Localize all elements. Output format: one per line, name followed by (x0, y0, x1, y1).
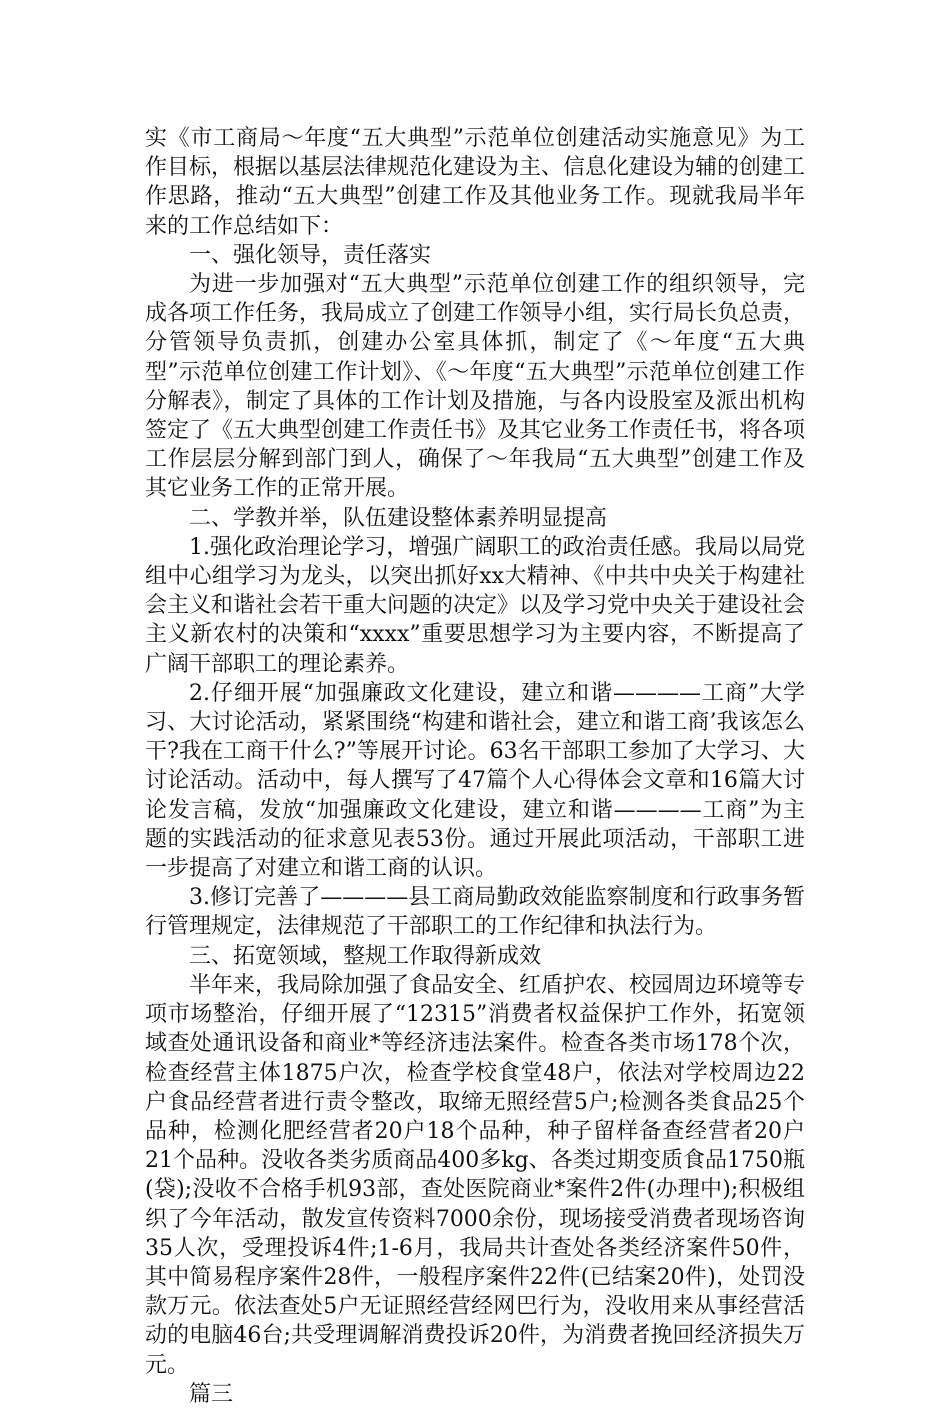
section-heading-2: 二、学教并举，队伍建设整体素养明显提高 (189, 505, 608, 531)
paragraph-theory-study: 1.强化政治理论学习，增强广阔职工的政治责任感。我局以局党组中心组学习为龙头，以突出抓好xx大精神、《中共中央关于构建社会主义和谐社会若干重大问题的决定》以及学习党中央关于建设社会主义新农村的决策和“xxxx”重要思想学习为主要内容，不断提高了广阔干部职工的理论素养。 (145, 534, 806, 677)
section-heading-1: 一、强化领导，责任落实 (189, 242, 432, 268)
paragraph-intro: 实《市工商局～年度“五大典型”示范单位创建活动实施意见》为工作目标，根据以基层法律规范化建设为主、信息化建设为辅的创建工作思路，推动“五大典型”创建工作及其他业务工作。现就我局半年来的工作总结如下： (145, 126, 806, 239)
paragraph-discussion: 2.仔细开展“加强廉政文化建设，建立和谐————工商”大学习、大讨论活动，紧紧围绕“构建和谐社会，建立和谐工商’我该怎么干?我在工商干什么?”等展开讨论。63名干部职工参加了大学习、大讨论活动。活动中，每人撰写了47篇个人心得体会文章和16篇大讨论发言稿，发放“加强廉政文化建设，建立和谐————工商”为主题的实践活动的征求意见表53份。通过开展此项活动，干部职工进一步提高了对建立和谐工商的认识。 (145, 680, 805, 882)
section-heading-3: 三、拓宽领域，整规工作取得新成效 (189, 943, 542, 969)
section-heading-4: 篇三 (189, 1381, 234, 1407)
paragraph-market-work: 半年来，我局除加强了食品安全、红盾护农、校园周边环境等专项市场整治，仔细开展了“12315”消费者权益保护工作外，拓宽领域查处通讯设备和商业*等经济违法案件。检查各类市场178个次，检查经营主体1875户次，检查学校食堂48户，依法对学校周边22户食品经营者进行责令整改，取缔无照经营5户;检测各类食品25个品种，检测化肥经营者20户18个品种，种子留样备查经营者20户21个品种。没收各类劣质商品400多kg、各类过期变质食品1750瓶(袋);没收不合格手机93部，查处医院商业*案件2件(办理中);积极组织了今年活动，散发宣传资料7000余份，现场接受消费者现场咨询35人次，受理投诉4件;1-6月，我局共计查处各类经济案件50件，其中简易程序案件28件，一般程序案件22件(已结案20件)，处罚没款万元。依法查处5户无证照经营经网巴行为，没收用来从事经营活动的电脑46台;共受理调解消费投诉20件，为消费者挽回经济损失万元。 (145, 972, 806, 1378)
paragraph-regulations: 3.修订完善了————县工商局勤政效能监察制度和行政事务暂行管理规定，法律规范了干部职工的工作纪律和执法行为。 (145, 885, 805, 940)
document-body (145, 124, 805, 1409)
paragraph-leadership: 为进一步加强对“五大典型”示范单位创建工作的组织领导，完成各项工作任务，我局成立了创建工作领导小组，实行局长负总责，分管领导负责抓，创建办公室具体抓，制定了《～年度“五大典型”示范单位创建工作计划》、《～年度“五大典型”示范单位创建工作分解表》，制定了具体的工作计划及措施，与各内设股室及派出机构签定了《五大典型创建工作责任书》及其它业务工作责任书，将各项工作层层分解到部门到人，确保了～年我局“五大典型”创建工作及其它业务工作的正常开展。 (145, 272, 806, 502)
